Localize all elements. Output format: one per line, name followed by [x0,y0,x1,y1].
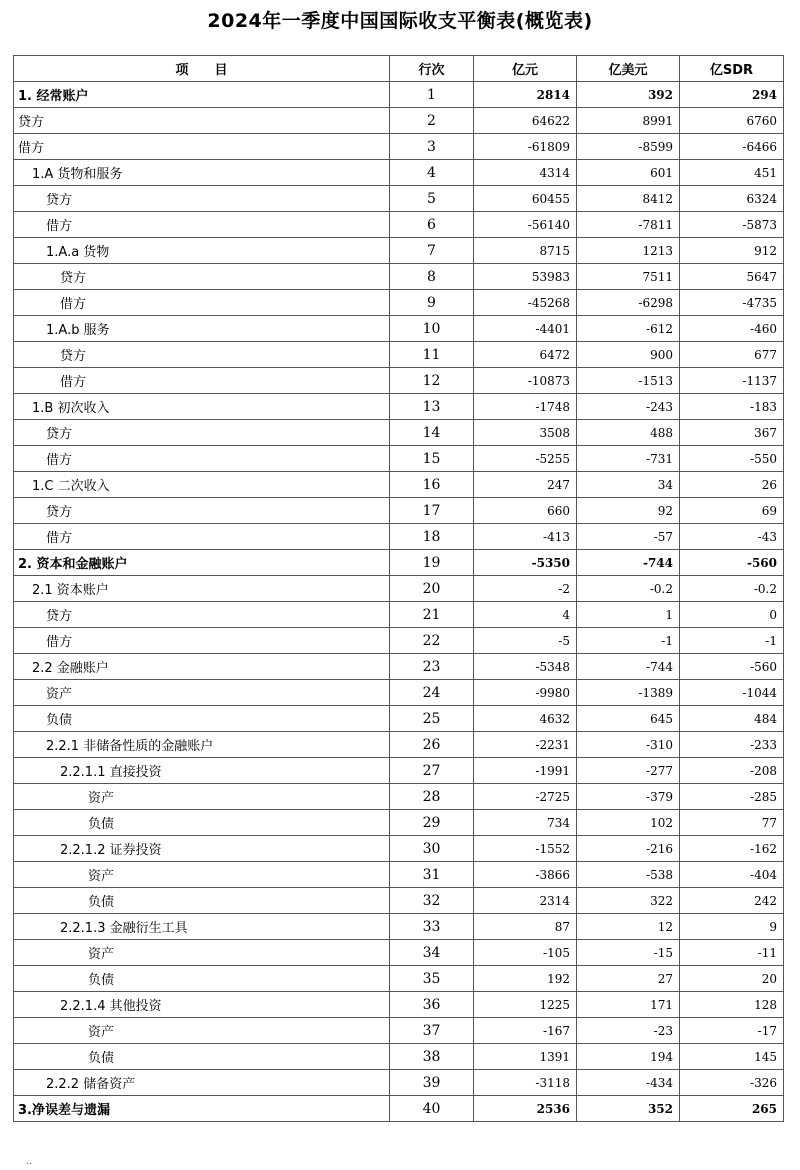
value-sdr: -162 [680,836,784,862]
value-cny: -1552 [474,836,577,862]
table-row [14,1096,784,1122]
value-cny: -413 [474,524,577,550]
value-cny: -45268 [474,290,577,316]
table-row [14,966,784,992]
row-number: 14 [390,420,474,446]
value-sdr: 0 [680,602,784,628]
value-usd: 1213 [577,238,680,264]
row-number: 10 [390,316,474,342]
row-label: 1.A.b 服务 [14,316,390,342]
row-label: 负债 [14,1044,390,1070]
row-number: 37 [390,1018,474,1044]
value-sdr: -1 [680,628,784,654]
value-cny: -5255 [474,446,577,472]
row-number: 7 [390,238,474,264]
footnote-fragment: ·· [26,1159,33,1170]
value-cny: 53983 [474,264,577,290]
row-label: 2.2.1.3 金融衍生工具 [14,914,390,940]
value-sdr: -5873 [680,212,784,238]
value-usd: 601 [577,160,680,186]
row-label: 1.A.a 货物 [14,238,390,264]
value-usd: 645 [577,706,680,732]
value-usd: 92 [577,498,680,524]
value-usd: -243 [577,394,680,420]
value-usd: 900 [577,342,680,368]
row-label: 负债 [14,810,390,836]
value-usd: 392 [577,82,680,108]
table-row [14,576,784,602]
row-label: 贷方 [14,108,390,134]
value-cny: -1748 [474,394,577,420]
value-usd: 8991 [577,108,680,134]
table-row [14,940,784,966]
table-row [14,108,784,134]
value-cny: 64622 [474,108,577,134]
value-cny: 6472 [474,342,577,368]
row-number: 33 [390,914,474,940]
value-usd: 352 [577,1096,680,1122]
value-usd: -6298 [577,290,680,316]
value-sdr: -4735 [680,290,784,316]
value-usd: -379 [577,784,680,810]
table-row [14,758,784,784]
value-sdr: -285 [680,784,784,810]
value-usd: -612 [577,316,680,342]
value-sdr: -1044 [680,680,784,706]
value-sdr: 294 [680,82,784,108]
table-row [14,1018,784,1044]
value-sdr: -11 [680,940,784,966]
table-row [14,446,784,472]
row-label: 2.2.1 非储备性质的金融账户 [14,732,390,758]
value-sdr: 912 [680,238,784,264]
table-row [14,316,784,342]
value-sdr: -560 [680,550,784,576]
row-label: 借方 [14,368,390,394]
value-usd: -15 [577,940,680,966]
row-label: 借方 [14,134,390,160]
value-cny: -3118 [474,1070,577,1096]
table-row [14,836,784,862]
value-cny: -5348 [474,654,577,680]
value-cny: -2725 [474,784,577,810]
row-number: 11 [390,342,474,368]
value-cny: -5350 [474,550,577,576]
row-number: 1 [390,82,474,108]
value-cny: 2536 [474,1096,577,1122]
value-sdr: -404 [680,862,784,888]
value-sdr: 451 [680,160,784,186]
value-cny: 60455 [474,186,577,212]
page-title: 2024年一季度中国国际收支平衡表(概览表) [207,10,593,32]
table-row [14,992,784,1018]
table-row [14,888,784,914]
row-number: 8 [390,264,474,290]
value-sdr: 69 [680,498,784,524]
row-number: 13 [390,394,474,420]
table-row [14,368,784,394]
value-usd: -538 [577,862,680,888]
table-row [14,472,784,498]
value-sdr: -183 [680,394,784,420]
value-usd: -7811 [577,212,680,238]
table-header-row [14,56,784,82]
header-usd: 亿美元 [577,56,680,82]
row-number: 28 [390,784,474,810]
row-label: 贷方 [14,342,390,368]
value-usd: 34 [577,472,680,498]
value-sdr: 9 [680,914,784,940]
value-cny: 87 [474,914,577,940]
table-row [14,628,784,654]
row-label: 资产 [14,862,390,888]
value-cny: -5 [474,628,577,654]
value-usd: 27 [577,966,680,992]
table-row [14,810,784,836]
value-sdr: -560 [680,654,784,680]
table-row [14,1070,784,1096]
row-number: 21 [390,602,474,628]
value-usd: 171 [577,992,680,1018]
value-cny: -9980 [474,680,577,706]
table-row [14,82,784,108]
value-sdr: -1137 [680,368,784,394]
row-number: 24 [390,680,474,706]
value-usd: -8599 [577,134,680,160]
value-usd: -744 [577,654,680,680]
value-cny: 4314 [474,160,577,186]
row-number: 36 [390,992,474,1018]
value-cny: 660 [474,498,577,524]
value-usd: 1 [577,602,680,628]
value-sdr: 6324 [680,186,784,212]
value-cny: -167 [474,1018,577,1044]
row-number: 38 [390,1044,474,1070]
value-sdr: 5647 [680,264,784,290]
value-usd: -1 [577,628,680,654]
row-number: 40 [390,1096,474,1122]
row-label: 借方 [14,524,390,550]
value-sdr: -460 [680,316,784,342]
row-label: 2.1 资本账户 [14,576,390,602]
table-row [14,290,784,316]
value-usd: -1389 [577,680,680,706]
row-label: 2.2.1.2 证券投资 [14,836,390,862]
table-row [14,160,784,186]
value-sdr: 367 [680,420,784,446]
value-usd: -277 [577,758,680,784]
row-label: 负债 [14,706,390,732]
table-row [14,238,784,264]
row-label: 资产 [14,1018,390,1044]
value-cny: -2231 [474,732,577,758]
value-sdr: 265 [680,1096,784,1122]
row-number: 18 [390,524,474,550]
row-number: 15 [390,446,474,472]
row-label: 负债 [14,966,390,992]
row-number: 23 [390,654,474,680]
value-cny: 2314 [474,888,577,914]
header-cny: 亿元 [474,56,577,82]
row-label: 贷方 [14,498,390,524]
value-cny: 734 [474,810,577,836]
value-usd: -57 [577,524,680,550]
row-number: 25 [390,706,474,732]
row-number: 35 [390,966,474,992]
row-number: 26 [390,732,474,758]
row-number: 9 [390,290,474,316]
value-cny: 192 [474,966,577,992]
row-number: 6 [390,212,474,238]
table-row [14,706,784,732]
table-body [14,82,784,1122]
value-usd: 7511 [577,264,680,290]
row-label: 负债 [14,888,390,914]
value-usd: 194 [577,1044,680,1070]
row-number: 2 [390,108,474,134]
value-cny: -2 [474,576,577,602]
row-label: 贷方 [14,420,390,446]
row-label: 贷方 [14,186,390,212]
row-number: 19 [390,550,474,576]
value-sdr: 26 [680,472,784,498]
row-number: 22 [390,628,474,654]
row-label: 2.2.1.4 其他投资 [14,992,390,1018]
row-number: 29 [390,810,474,836]
table-row [14,914,784,940]
row-label: 资产 [14,680,390,706]
value-sdr: -326 [680,1070,784,1096]
row-number: 32 [390,888,474,914]
row-label: 贷方 [14,602,390,628]
table-row [14,680,784,706]
value-usd: -434 [577,1070,680,1096]
table-row [14,784,784,810]
value-cny: 8715 [474,238,577,264]
table-row [14,654,784,680]
row-label: 借方 [14,446,390,472]
value-sdr: 77 [680,810,784,836]
table-row [14,732,784,758]
value-sdr: 20 [680,966,784,992]
row-label: 借方 [14,212,390,238]
row-label: 资产 [14,940,390,966]
row-label: 借方 [14,628,390,654]
row-number: 16 [390,472,474,498]
value-sdr: -0.2 [680,576,784,602]
value-cny: 3508 [474,420,577,446]
value-cny: 1391 [474,1044,577,1070]
value-cny: -4401 [474,316,577,342]
header-sdr: 亿SDR [680,56,784,82]
value-sdr: -17 [680,1018,784,1044]
value-sdr: 677 [680,342,784,368]
row-number: 5 [390,186,474,212]
row-label: 2.2.2 储备资产 [14,1070,390,1096]
row-label: 资产 [14,784,390,810]
value-cny: 4 [474,602,577,628]
value-usd: -310 [577,732,680,758]
row-number: 12 [390,368,474,394]
table-row [14,264,784,290]
value-usd: 12 [577,914,680,940]
row-number: 30 [390,836,474,862]
value-cny: -10873 [474,368,577,394]
table-row [14,524,784,550]
row-number: 4 [390,160,474,186]
value-sdr: 145 [680,1044,784,1070]
row-number: 27 [390,758,474,784]
value-cny: -61809 [474,134,577,160]
value-usd: 488 [577,420,680,446]
row-label: 1. 经常账户 [14,82,390,108]
row-label: 2.2 金融账户 [14,654,390,680]
value-usd: 322 [577,888,680,914]
value-usd: 102 [577,810,680,836]
table-row [14,394,784,420]
value-sdr: -233 [680,732,784,758]
value-cny: 4632 [474,706,577,732]
value-sdr: 6760 [680,108,784,134]
row-number: 20 [390,576,474,602]
table-row [14,134,784,160]
value-cny: -56140 [474,212,577,238]
value-sdr: -550 [680,446,784,472]
row-number: 39 [390,1070,474,1096]
table-row [14,550,784,576]
header-item: 项 目 [14,56,390,82]
row-label: 3.净误差与遗漏 [14,1096,390,1122]
table-row [14,186,784,212]
value-usd: -744 [577,550,680,576]
header-row-number: 行次 [390,56,474,82]
table-row [14,420,784,446]
value-usd: -23 [577,1018,680,1044]
row-label: 1.B 初次收入 [14,394,390,420]
value-sdr: 242 [680,888,784,914]
balance-of-payments-table [13,55,784,1122]
value-usd: 8412 [577,186,680,212]
row-label: 2. 资本和金融账户 [14,550,390,576]
value-cny: -1991 [474,758,577,784]
table-row [14,862,784,888]
value-cny: -3866 [474,862,577,888]
value-usd: -731 [577,446,680,472]
row-number: 31 [390,862,474,888]
row-label: 1.C 二次收入 [14,472,390,498]
row-label: 1.A 货物和服务 [14,160,390,186]
value-cny: -105 [474,940,577,966]
value-usd: -0.2 [577,576,680,602]
value-sdr: 128 [680,992,784,1018]
table-row [14,1044,784,1070]
value-usd: -216 [577,836,680,862]
row-number: 3 [390,134,474,160]
value-sdr: 484 [680,706,784,732]
row-number: 34 [390,940,474,966]
table-row [14,212,784,238]
table-row [14,342,784,368]
value-cny: 247 [474,472,577,498]
row-number: 17 [390,498,474,524]
value-sdr: -208 [680,758,784,784]
value-usd: -1513 [577,368,680,394]
row-label: 2.2.1.1 直接投资 [14,758,390,784]
row-label: 贷方 [14,264,390,290]
value-cny: 2814 [474,82,577,108]
value-cny: 1225 [474,992,577,1018]
value-sdr: -6466 [680,134,784,160]
row-label: 借方 [14,290,390,316]
table-row [14,498,784,524]
table-row [14,602,784,628]
value-sdr: -43 [680,524,784,550]
